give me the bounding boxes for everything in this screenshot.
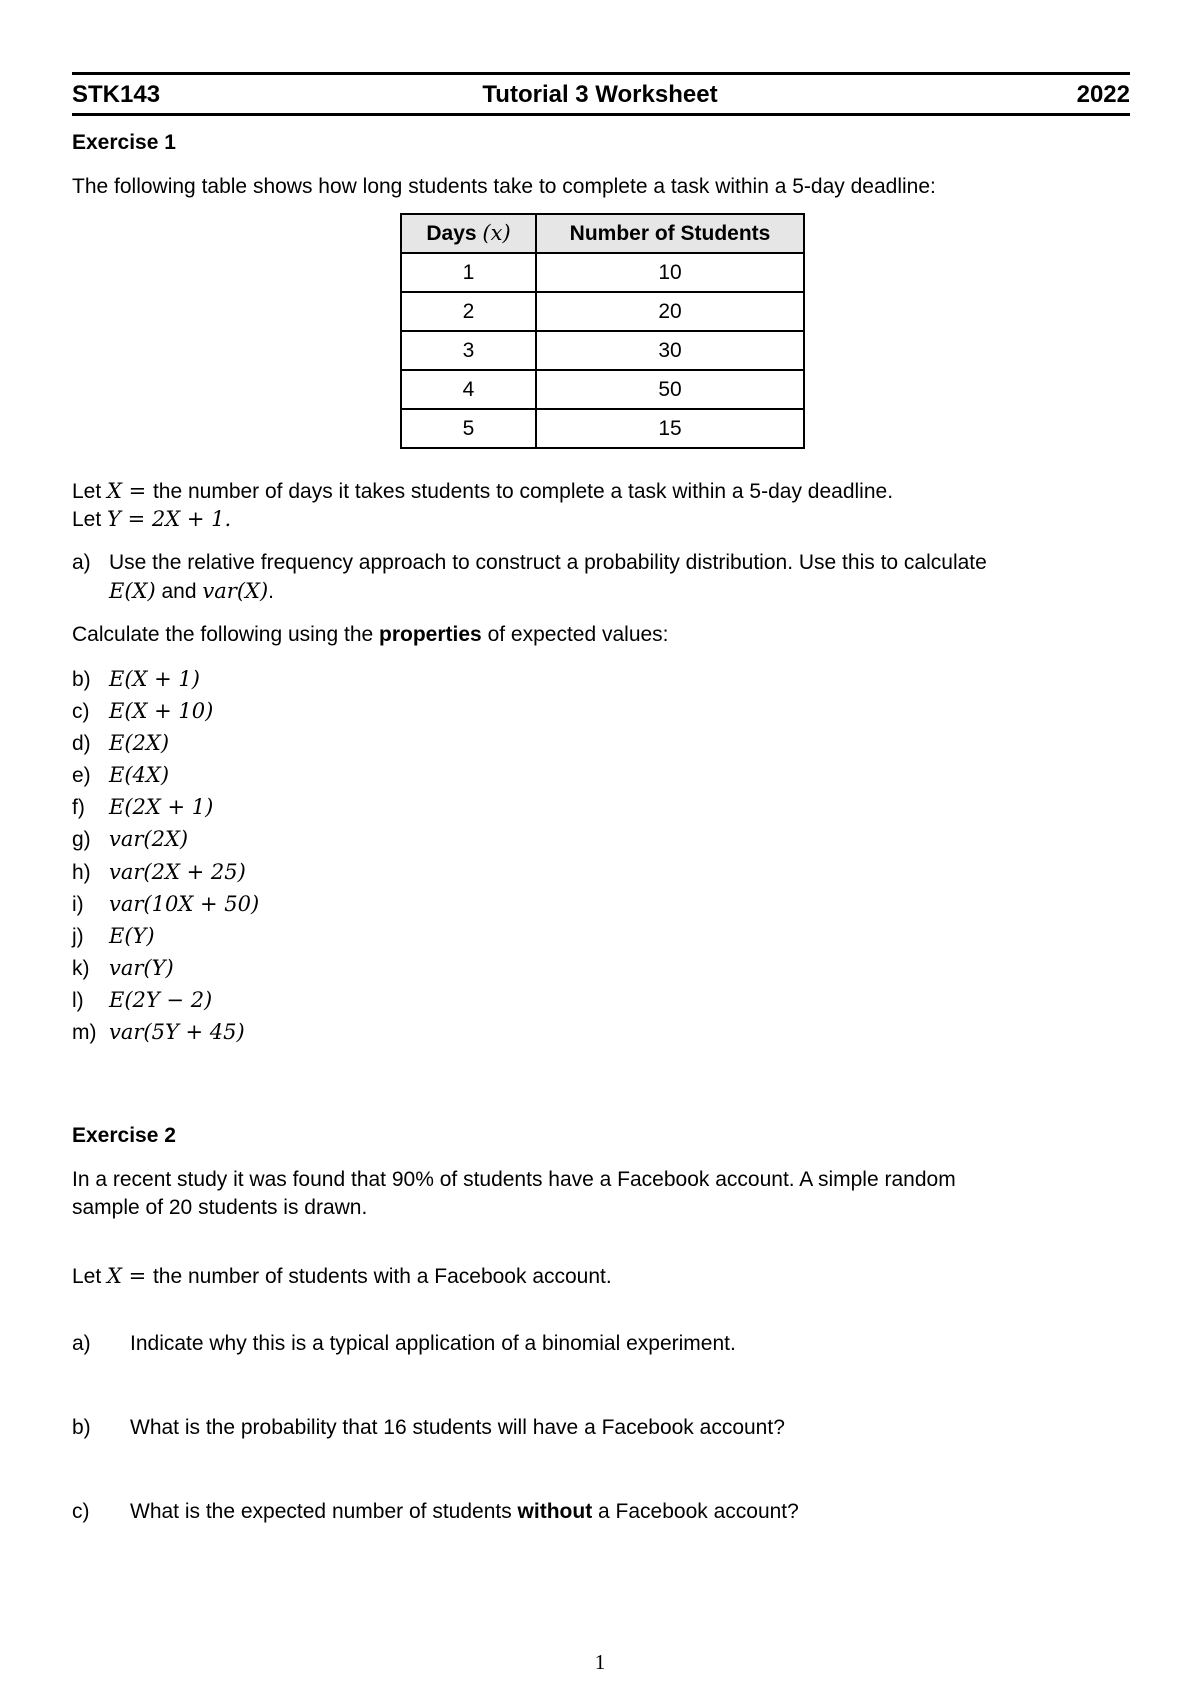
list-item: b) E(X + 1) xyxy=(72,667,200,691)
exercise-1-heading: Exercise 1 xyxy=(72,131,176,154)
days-cell: 1 xyxy=(401,253,536,292)
exercise-1-part-a-cont: E(X) and var(X). xyxy=(109,579,274,603)
exercise-2-let-x: Let X = the number of students with a Facebook account. xyxy=(72,1264,612,1288)
table-row xyxy=(401,331,804,370)
students-cell: 10 xyxy=(536,253,804,292)
list-item: k) var(Y) xyxy=(72,956,174,980)
list-item: l) E(2Y − 2) xyxy=(72,988,213,1012)
days-cell: 3 xyxy=(401,331,536,370)
page-title: Tutorial 3 Worksheet xyxy=(482,81,718,108)
table-row xyxy=(401,409,804,448)
let-y-definition: Let Y = 2X + 1. xyxy=(72,507,232,531)
exercise-2-heading: Exercise 2 xyxy=(72,1124,176,1147)
exercise-1-intro: The following table shows how long students take to complete a task within a 5-day deadline: xyxy=(72,175,936,198)
page-number: 1 xyxy=(594,1650,606,1674)
table-row xyxy=(401,253,804,292)
students-cell: 50 xyxy=(536,370,804,409)
course-code: STK143 xyxy=(72,81,161,108)
list-item: i) var(10X + 50) xyxy=(72,892,260,916)
list-item: j) E(Y) xyxy=(72,924,155,948)
students-column-header: Number of Students xyxy=(536,214,804,253)
students-cell: 20 xyxy=(536,292,804,331)
list-item: m) var(5Y + 45) xyxy=(72,1020,245,1044)
list-item: e) E(4X) xyxy=(72,763,170,787)
days-cell: 5 xyxy=(401,409,536,448)
table-row xyxy=(401,292,804,331)
days-cell: 4 xyxy=(401,370,536,409)
exercise-2-intro-line-2: sample of 20 students is drawn. xyxy=(72,1196,368,1219)
list-item: d) E(2X) xyxy=(72,731,170,755)
header-bottom-rule xyxy=(72,113,1130,116)
exercise-1-part-a: a) Use the relative frequency approach to construct a probability distribution. Use this to calculate xyxy=(72,551,987,574)
list-item: h) var(2X + 25) xyxy=(72,860,246,884)
frequency-table xyxy=(400,213,805,449)
exercise-2-part-c: c) What is the expected number of students without a Facebook account? xyxy=(72,1500,799,1523)
list-item: g) var(2X) xyxy=(72,827,189,851)
exercise-2-part-b: b) What is the probability that 16 students will have a Facebook account? xyxy=(72,1416,785,1439)
list-item: f) E(2X + 1) xyxy=(72,795,214,819)
table-row xyxy=(401,370,804,409)
exercise-2-part-a: a) Indicate why this is a typical application of a binomial experiment. xyxy=(72,1332,736,1355)
days-column-header: Days (x) xyxy=(401,214,536,253)
students-cell: 30 xyxy=(536,331,804,370)
properties-instruction: Calculate the following using the properties of expected values: xyxy=(72,623,669,646)
list-item: c) E(X + 10) xyxy=(72,699,214,723)
exercise-2-intro-line-1: In a recent study it was found that 90% of students have a Facebook account. A simple random xyxy=(72,1168,956,1191)
days-cell: 2 xyxy=(401,292,536,331)
year: 2022 xyxy=(1076,81,1130,108)
table-header-row xyxy=(401,214,804,253)
header-top-rule xyxy=(72,72,1130,75)
let-x-definition: Let X = the number of days it takes students to complete a task within a 5-day deadline. xyxy=(72,479,894,503)
students-cell: 15 xyxy=(536,409,804,448)
